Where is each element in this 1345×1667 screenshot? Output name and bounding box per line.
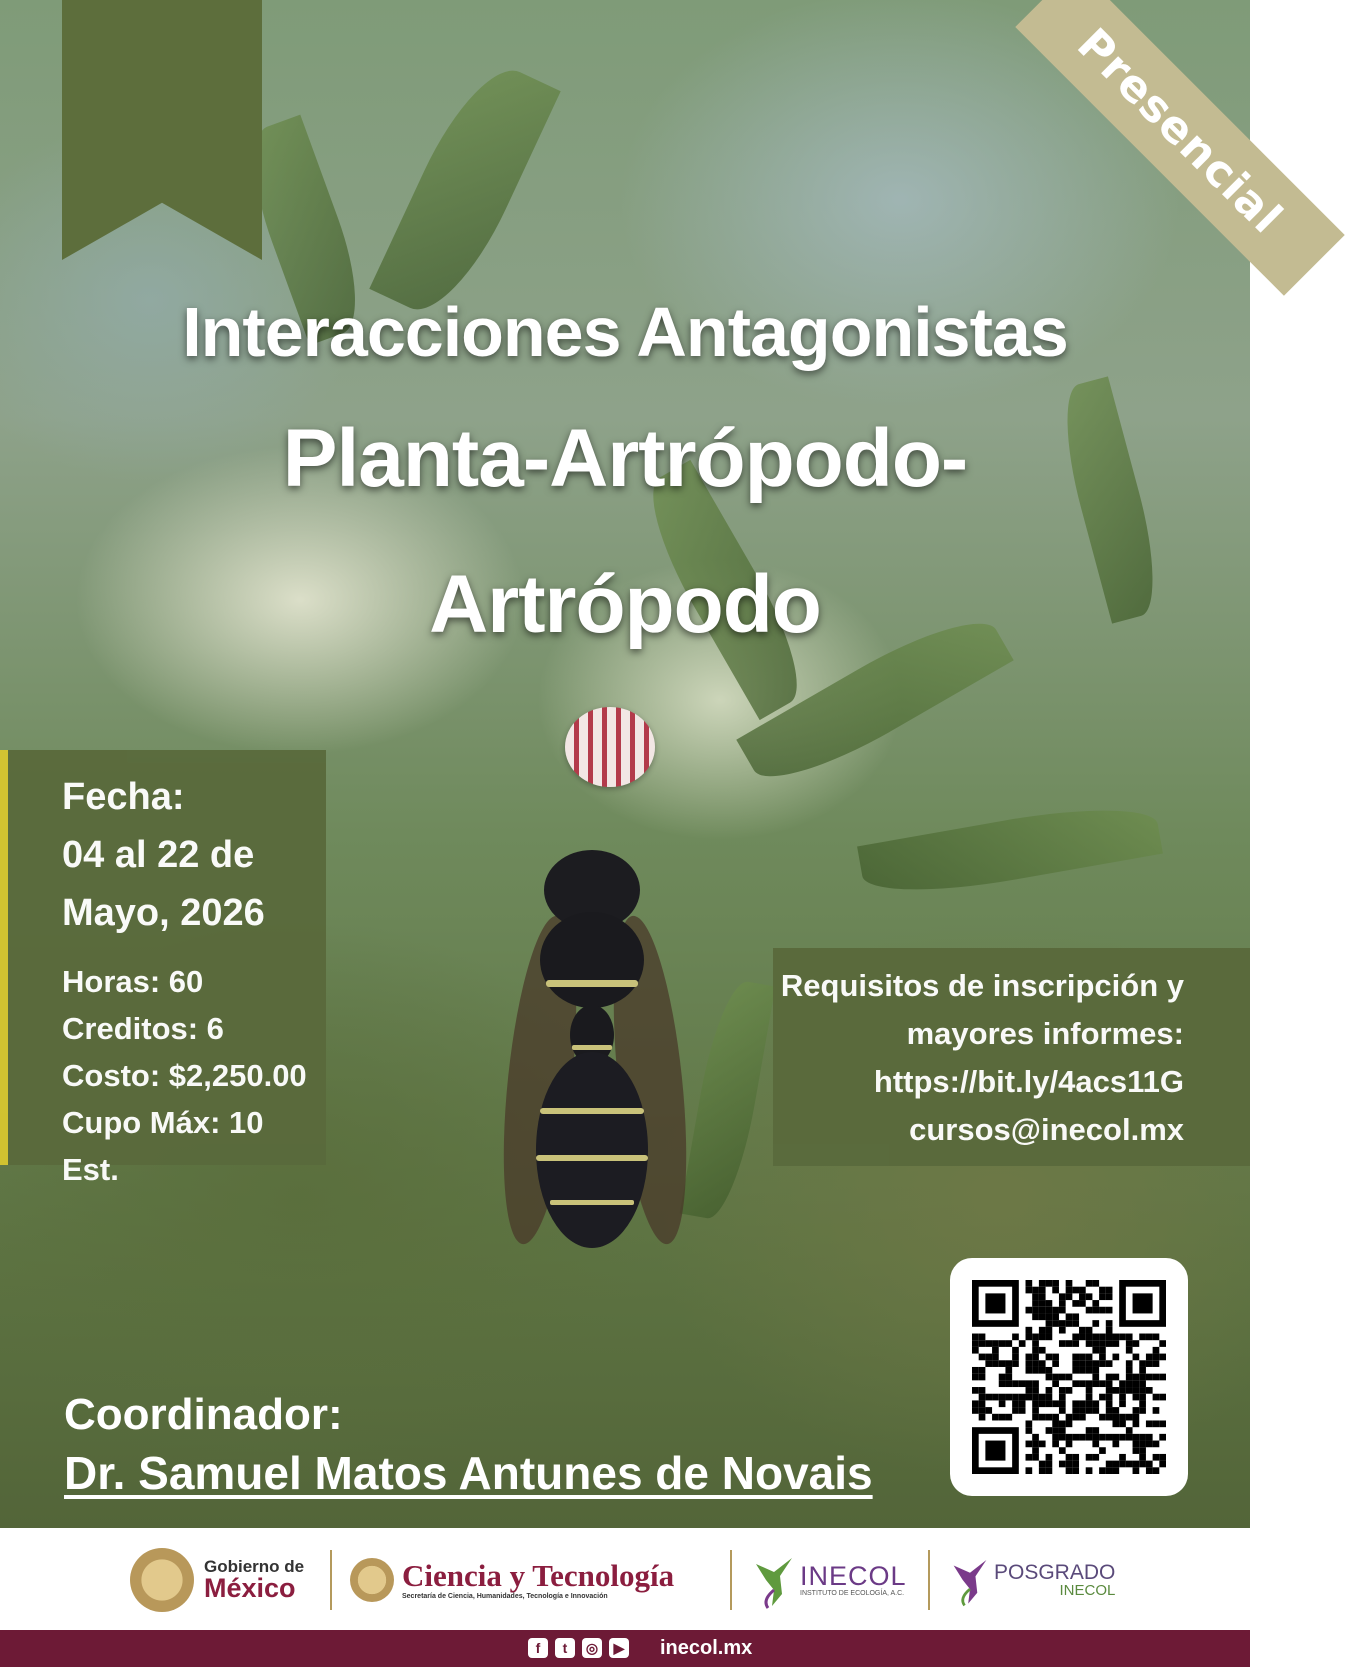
facebook-icon[interactable]: f: [528, 1638, 548, 1658]
ciencia-title: Ciencia y Tecnología: [402, 1558, 675, 1594]
inecol-logo[interactable]: [752, 1548, 907, 1612]
hummingbird-icon: [752, 1550, 796, 1610]
wasp-image: [480, 850, 710, 1280]
hummingbird-icon: [950, 1550, 990, 1610]
title-line-3: Artrópodo: [429, 559, 821, 650]
gobierno-line-2: México: [204, 1573, 296, 1603]
coordinator-name: Dr. Samuel Matos Antunes de Novais: [64, 1447, 873, 1499]
details-block: [62, 958, 326, 1193]
date-label: Fecha:: [62, 776, 185, 818]
leaf-decoration: [369, 53, 560, 327]
posgrado-title: POSGRADO: [994, 1561, 1116, 1584]
title-line-1: Interacciones Antagonistas: [182, 293, 1068, 371]
qr-code-icon: [972, 1280, 1166, 1474]
credits: Creditos: 6: [62, 1011, 224, 1046]
footer-logos: [0, 1528, 1250, 1630]
accent-bar: [0, 750, 8, 1165]
logo-separator: [730, 1550, 732, 1610]
registration-link[interactable]: https://bit.ly/4acs11G: [873, 1064, 1184, 1099]
gobierno-line-1: Gobierno de: [204, 1557, 305, 1576]
mexico-seal-icon: [350, 1558, 394, 1602]
logo-separator: [330, 1550, 332, 1610]
coordinator-label: Coordinador:: [64, 1390, 343, 1439]
gobierno-logo[interactable]: [130, 1548, 304, 1612]
ciencia-subtitle: Secretaría de Ciencia, Humanidades, Tecnología e Innovación: [402, 1592, 608, 1600]
mexico-seal-icon: [130, 1548, 194, 1612]
cost: Costo: $2,250.00: [62, 1058, 307, 1093]
youtube-icon[interactable]: ▶: [609, 1638, 629, 1658]
requirements-line-2: mayores informes:: [906, 1016, 1184, 1051]
website-link[interactable]: inecol.mx: [660, 1637, 753, 1659]
course-info-panel: [0, 750, 326, 1187]
contact-email[interactable]: cursos@inecol.mx: [909, 1112, 1184, 1147]
ciencia-logo[interactable]: [350, 1548, 674, 1612]
logo-separator: [928, 1550, 930, 1610]
leaf-decoration: [857, 794, 1163, 905]
ribbon-decoration: [62, 0, 262, 260]
inecol-title: INECOL: [800, 1561, 907, 1591]
requirements-line-1: Requisitos de inscripción y: [780, 968, 1184, 1003]
posgrado-logo[interactable]: [950, 1548, 1115, 1612]
capacity: Cupo Máx: 10 Est.: [62, 1105, 264, 1187]
social-icons: [528, 1638, 629, 1658]
corner-badge: [920, 0, 1293, 330]
hours: Horas: 60: [62, 964, 204, 999]
qr-code[interactable]: [950, 1258, 1188, 1496]
date-line-2: Mayo, 2026: [62, 892, 265, 934]
title-line-2: Planta-Artrópodo-: [282, 413, 968, 504]
inecol-subtitle: INSTITUTO DE ECOLOGÍA, A.C.: [800, 1590, 905, 1597]
spider-image: [565, 707, 655, 787]
twitter-icon[interactable]: t: [555, 1638, 575, 1658]
bottom-bar: [0, 1630, 1250, 1667]
instagram-icon[interactable]: ◎: [582, 1638, 602, 1658]
badge-text: Presencial: [1067, 18, 1293, 244]
date-block: [62, 768, 265, 942]
badge-band: [1015, 0, 1345, 296]
posgrado-subtitle: INECOL: [1059, 1582, 1116, 1599]
date-line-1: 04 al 22 de: [62, 834, 255, 876]
requirements-panel: [773, 948, 1250, 1166]
